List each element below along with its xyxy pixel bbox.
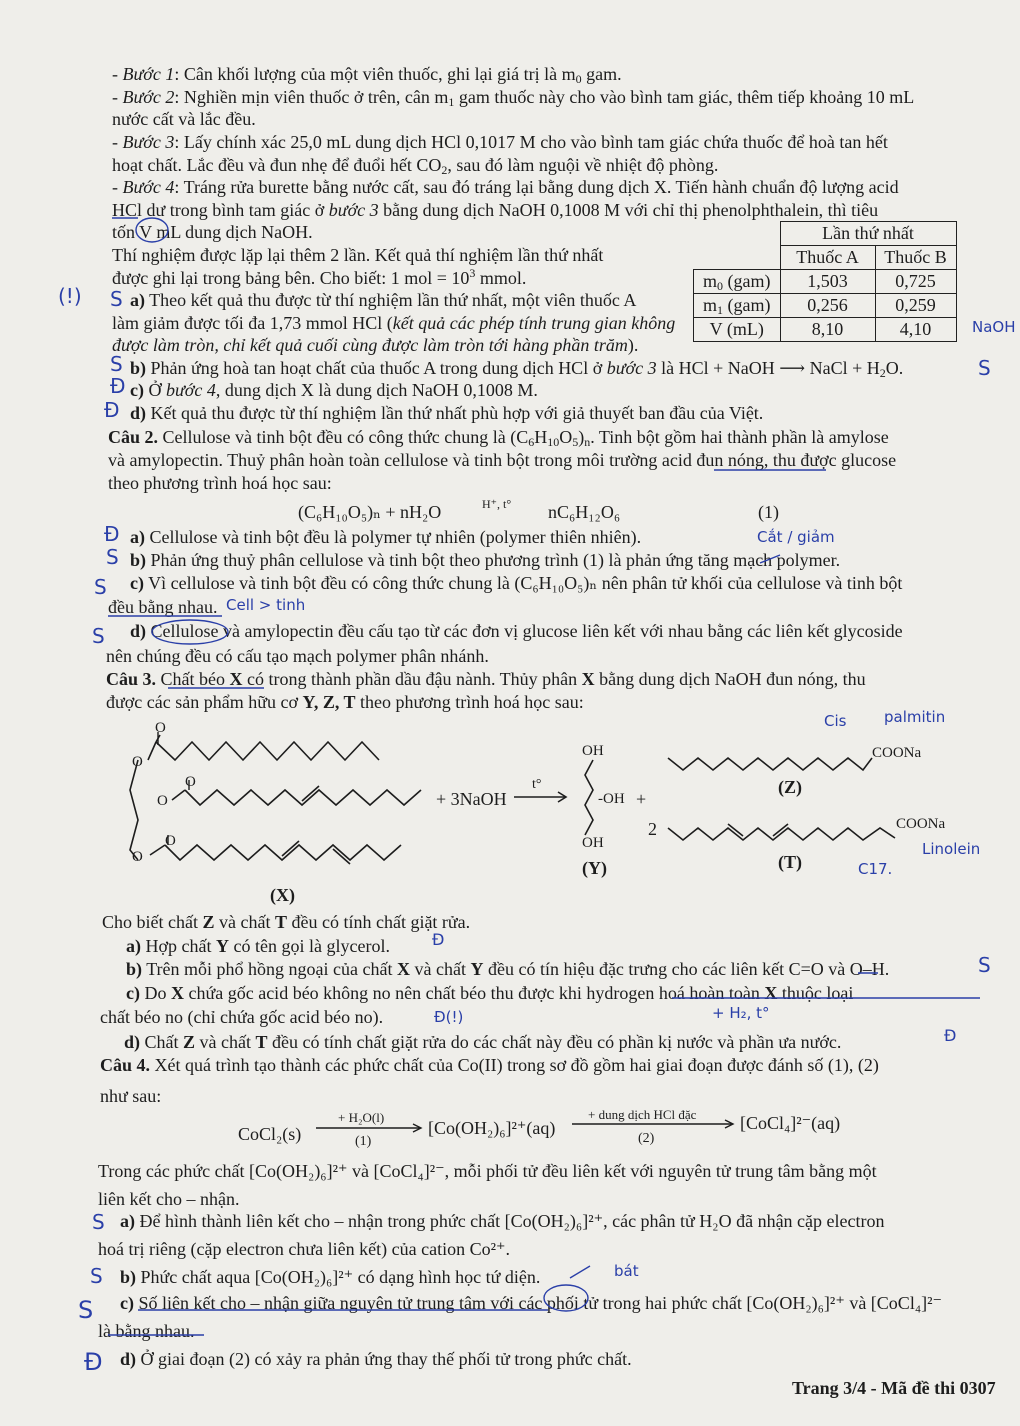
q2-d-line-2: nên chúng đều có cấu tạo mạch polymer phân nhánh. (106, 646, 489, 666)
q2-line-2: và amylopectin. Thuỷ phân hoàn toàn cellulose và tinh bột trong môi trường acid đun nóng, thu được glucose (108, 450, 897, 470)
table-row: $m_0$ (gam) 1,503 0,725 (694, 270, 957, 294)
handwritten-note: palmitin (884, 708, 946, 726)
q4-eq-aqua: [Co(OH₂)₆]²⁺(aq) (428, 1118, 556, 1138)
q3-c-line-2: chất béo no (chỉ chứa gốc acid béo no). (100, 1007, 384, 1027)
q4-eq-step-2: (2) (638, 1131, 655, 1146)
step-3-line-2: hoạt chất. Lắc đều và đun nhẹ để đuổi hết $CO_2$, sau đó làm nguội về nhiệt độ phòng. (112, 155, 719, 177)
q2-equation-right: nC₆H₁₂O₆ (548, 502, 621, 522)
handwritten-mark: S (90, 1264, 103, 1288)
handwritten-mark: S (978, 953, 991, 977)
step-4-line-2: HCl dư trong bình tam giác ở bước 3 bằng dung dịch NaOH 0,1008 M với chỉ thị phenolphthalein, thì tiêu (112, 200, 879, 220)
q4-eq-cocl2: CoCl₂(s) (238, 1124, 302, 1144)
table-row: $m_1$ (gam) 0,256 0,259 (694, 294, 957, 318)
q4-c-line-1: c) Số liên kết cho – nhận giữa nguyên tử trung tâm với các phối tử trong hai phức chất [Co(OH₂)₆]²⁺ và [CoCl₄]²⁻ (120, 1293, 942, 1313)
q4-para-1: Trong các phức chất [Co(OH₂)₆]²⁺ và [CoCl₄]²⁻, mỗi phối tử đều liên kết với nguyên tử trung tâm bằng một (98, 1161, 877, 1181)
handwritten-mark: Đ (104, 522, 120, 546)
q2-c-line-2: đều bằng nhau. (108, 597, 218, 617)
coefficient-2: 2 (648, 819, 657, 839)
handwritten-mark: S (78, 1296, 94, 1324)
step-3-line: - Bước 3: Lấy chính xác 25,0 mL dung dịch HCl 0,1017 M cho vào bình tam giác chứa thuốc để hoà tan hết (112, 132, 888, 152)
repeat-line-1: Thí nghiệm được lặp lại thêm 2 lần. Kết quả thí nghiệm lần thứ nhất (112, 245, 604, 265)
q1-a-line-2: làm giảm được tối đa 1,73 mmol HCl (kết quả các phép tính trung gian không (112, 313, 676, 333)
label-y: (Y) (582, 858, 607, 878)
q4-c-line-2: là bằng nhau. (98, 1321, 195, 1341)
handwritten-note: Cell > tinh (226, 596, 306, 614)
q2-d-line-1: d) Cellulose và amylopectin đều cấu tạo từ các đơn vị glucose liên kết với nhau bằng các liên kết glycoside (130, 621, 903, 641)
q3-line-1: Câu 3. Chất béo X có trong thành phần dầu đậu nành. Thủy phân X bằng dung dịch NaOH đun nóng, thu (106, 669, 866, 689)
handwritten-mark: S (110, 352, 123, 376)
handwritten-mark: Đ (944, 1026, 957, 1045)
coona-t: COONa (896, 816, 946, 832)
q4-eq-cond-2: + dung dịch HCl đặc (588, 1107, 697, 1122)
oh-middle: -OH (598, 791, 625, 807)
col-header-a: Thuốc A (780, 246, 875, 270)
q3-note: Cho biết chất Z và chất T đều có tính chất giặt rửa. (102, 912, 471, 932)
q4-eq-chloro: [CoCl₄]²⁻(aq) (740, 1113, 841, 1133)
q1-c-line: c) Ở bước 4, dung dịch X là dung dịch NaOH 0,1008 M. (130, 380, 538, 400)
ester-o-1: O (132, 754, 143, 770)
carbonyl-o-2: O (185, 774, 196, 790)
q4-line-1: Câu 4. Xét quá trình tạo thành các phức chất của Co(II) trong sơ đồ gồm hai giai đoạn được đánh số (1), (2) (100, 1055, 879, 1075)
handwritten-mark: S (92, 1210, 105, 1234)
oh-top: OH (582, 743, 604, 759)
step-2-line: - Bước 2: Nghiền mịn viên thuốc ở trên, cân $m_1$ gam thuốc này cho vào bình tam giác, thêm tiếp khoảng 10 mL (112, 87, 915, 109)
q2-equation-number: (1) (758, 502, 779, 522)
q2-line-3: theo phương trình hoá học sau: (108, 473, 332, 493)
step-2-line-2: nước cất và lắc đều. (112, 109, 256, 129)
handwritten-note: + H₂, t° (712, 1004, 770, 1022)
q4-a-line-2: hoá trị riêng (cặp electron chưa liên kết) của cation Co²⁺. (98, 1239, 510, 1259)
step-1-line: - Bước 1: Cân khối lượng của một viên thuốc, ghi lại giá trị là $m_0$ gam. (112, 64, 622, 86)
table-row: V (mL) 8,10 4,10 (694, 318, 957, 342)
strike-mark (570, 1266, 590, 1278)
table-header: Lần thứ nhất (780, 222, 956, 246)
handwritten-note: NaOH (972, 318, 1016, 336)
handwritten-mark: S (978, 356, 991, 380)
handwritten-mark: S (94, 575, 107, 599)
label-x: (X) (270, 885, 295, 905)
q2-equation-condition: H⁺, t° (482, 497, 512, 511)
q3-line-2: được các sản phẩm hữu cơ Y, Z, T theo phương trình hoá học sau: (106, 692, 584, 712)
handwritten-mark: Đ (104, 398, 120, 422)
handwritten-note: C17. (858, 860, 893, 878)
q3-c-line-1: c) Do X chứa gốc acid béo không no nên chất béo thu được khi hydrogen hoá hoàn toàn X thuộc loại (126, 983, 854, 1003)
q2-c-line-1: c) Vì cellulose và tinh bột đều có công thức chung là (C₆H₁₀O₅)ₙ nên phân tử khối của cellulose và tinh bột (130, 573, 903, 593)
q4-a-line-1: a) Để hình thành liên kết cho – nhận trong phức chất [Co(OH₂)₆]²⁺, các phân tử H₂O đã nhận cặp electron (120, 1211, 885, 1231)
q4-d-line: d) Ở giai đoạn (2) có xảy ra phản ứng thay thế phối tử trong phức chất. (120, 1349, 632, 1369)
carbonyl-o-1: O (155, 720, 166, 736)
strike-mark (760, 555, 780, 563)
ester-o-3: O (132, 849, 143, 865)
circle-mark (136, 218, 168, 242)
coona-z: COONa (872, 745, 922, 761)
q3-b-line: b) Trên mỗi phổ hồng ngoại của chất X và chất Y đều có tín hiệu đặc trưng cho các liên kết C=O và O–H. (126, 959, 890, 979)
q4-eq-step-1: (1) (355, 1134, 372, 1149)
q3-d-line: d) Chất Z và chất T đều có tính chất giặt rửa do các chất này đều có phần kị nước và phần ưa nước. (124, 1032, 842, 1052)
handwritten-mark: S (106, 545, 119, 569)
carbonyl-o-3: O (165, 833, 176, 849)
handwritten-note: bát (614, 1262, 639, 1280)
page-footer: Trang 3/4 - Mã đề thi 0307 (792, 1378, 996, 1398)
q1-a-line-3: được làm tròn, chỉ kết quả cuối cùng được làm tròn tới hàng phần trăm). (112, 335, 639, 355)
q4-b-line: b) Phức chất aqua [Co(OH₂)₆]²⁺ có dạng hình học tứ diện. (120, 1267, 541, 1287)
circle-mark (544, 1285, 588, 1311)
q4-line-2: như sau: (100, 1086, 162, 1106)
handwritten-note: Cắt / giảm (757, 528, 835, 546)
q4-eq-cond-1: + H₂O(l) (338, 1110, 385, 1125)
handwritten-note: Đ(!) (434, 1008, 464, 1026)
q1-a-line-1: a) Theo kết quả thu được từ thí nghiệm lần thứ nhất, một viên thuốc A (130, 290, 637, 310)
reaction-condition: t° (532, 777, 542, 792)
handwritten-mark: S (110, 287, 123, 311)
oh-bottom: OH (582, 835, 604, 851)
circle-mark (152, 620, 228, 644)
reagent-naoh: + 3NaOH (436, 789, 507, 809)
q2-line-1: Câu 2. Cellulose và tinh bột đều có công thức chung là $(C_6H_{10}O_5)_n$. Tinh bột gồm hai thành phần là amylose (108, 427, 889, 449)
handwritten-mark: Đ (432, 930, 445, 949)
q2-a-line: a) Cellulose và tinh bột đều là polymer tự nhiên (polymer thiên nhiên). (130, 527, 642, 547)
q3-a-line: a) Hợp chất Y có tên gọi là glycerol. (126, 936, 390, 956)
handwritten-mark: (!) (58, 284, 82, 308)
q2-equation-left: (C₆H₁₀O₅)ₙ + nH₂O (298, 502, 442, 522)
handwritten-note: Linolein (922, 840, 981, 858)
handwritten-mark: S (92, 624, 105, 648)
q1-d-line: d) Kết quả thu được từ thí nghiệm lần thứ nhất phù hợp với giả thuyết ban đầu của Việt. (130, 403, 764, 423)
handwritten-mark: Đ (84, 1348, 103, 1376)
q1-b-line: b) Phản ứng hoà tan hoạt chất của thuốc A trong dung dịch HCl ở bước 3 là HCl + NaOH ⟶ NaCl + $H_2O$. (130, 358, 904, 380)
step-4-line: - Bước 4: Tráng rửa burette bằng nước cất, sau đó tráng lại bằng dung dịch X. Tiến hành chuẩn độ lượng acid (112, 177, 899, 197)
repeat-line-2: được ghi lại trong bảng bên. Cho biết: 1 mol = $10^3$ mmol. (112, 266, 527, 288)
step-4-line-3: tốn V mL dung dịch NaOH. (112, 222, 313, 242)
label-t: (T) (778, 852, 802, 872)
handwritten-mark: Đ (110, 374, 126, 398)
q4-para-2: liên kết cho – nhận. (98, 1189, 240, 1209)
col-header-b: Thuốc B (875, 246, 956, 270)
handwritten-note: Cis (824, 712, 847, 730)
plus-sign: + (636, 789, 647, 809)
label-z: (Z) (778, 777, 802, 797)
q2-b-line: b) Phản ứng thuỷ phân cellulose và tinh bột theo phương trình (1) là phản ứng tăng mạch polymer. (130, 550, 841, 570)
ester-o-2: O (157, 793, 168, 809)
